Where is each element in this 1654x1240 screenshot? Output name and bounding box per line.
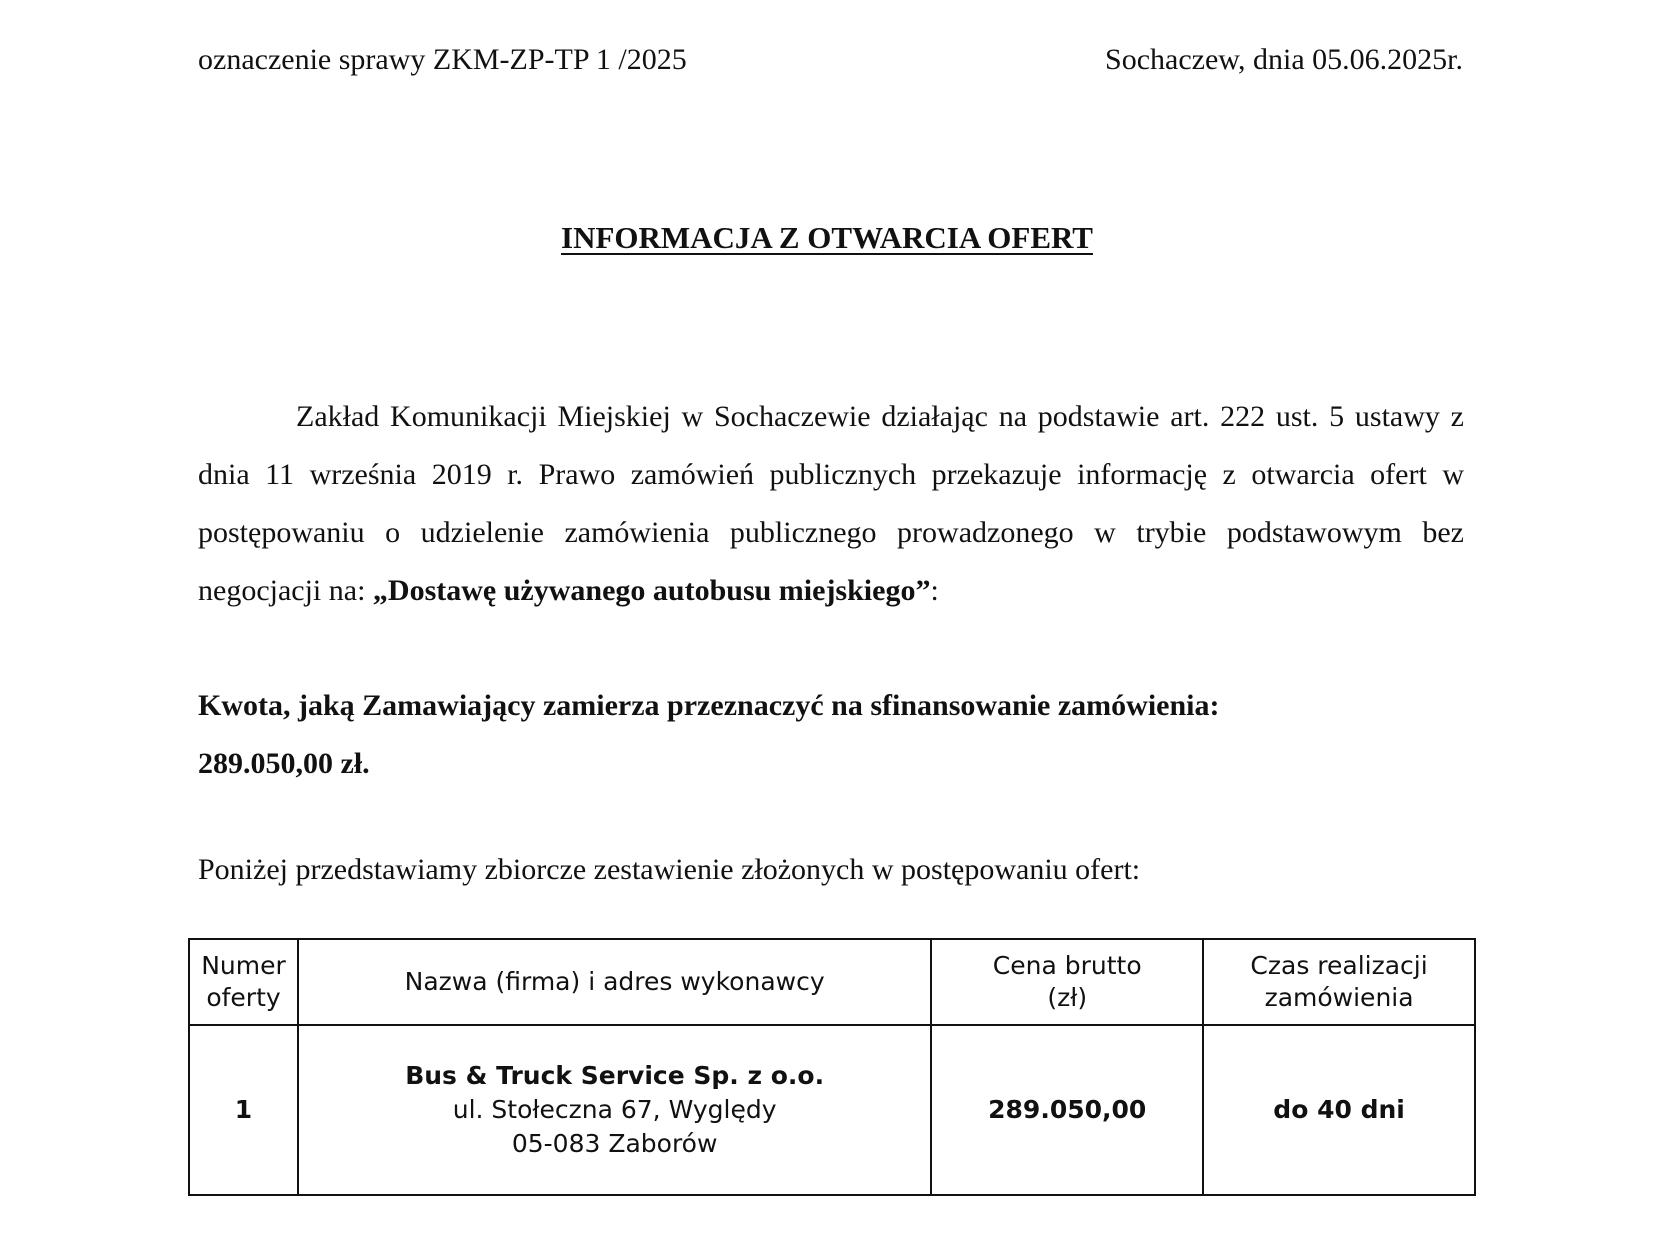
header-gross-price-line1: Cena brutto [992,951,1142,980]
contractor-cell [298,1025,931,1195]
gross-price-cell [931,1025,1203,1195]
offers-table [188,938,1476,1196]
place-and-date: Sochaczew, dnia 05.06.2025r. [1105,43,1463,76]
main-paragraph [198,388,1464,620]
gross-price: 289.050,00 [988,1095,1147,1124]
offer-number: 1 [234,1095,253,1124]
table-intro: Poniżej przedstawiamy zbiorcze zestawienie złożonych w postępowaniu ofert: [198,853,1141,886]
case-reference: oznaczenie sprawy ZKM-ZP-TP 1 /2025 [198,43,687,76]
header-contractor: Nazwa (firma) i adres wykonawcy [298,939,931,1025]
header-offer-number-line1: Numer [201,951,286,980]
header-offer-number [189,939,298,1025]
procurement-subject: „Dostawę używanego autobusu miejskiego” [372,574,931,607]
contractor-address-street: ul. Stołeczna 67, Wyględy [452,1095,777,1124]
contractor-name: Bus & Truck Service Sp. z o.o. [405,1061,825,1090]
paragraph-end: : [930,574,939,607]
table-row [189,1025,1475,1195]
budget-amount-value: 289.050,00 zł. [198,747,370,780]
header-offer-number-line2: oferty [206,983,281,1012]
budget-amount-label: Kwota, jaką Zamawiający zamierza przeznaczyć na sfinansowanie zamówienia: [198,689,1220,722]
budget-amount [198,677,1464,793]
delivery-time: do 40 dni [1273,1095,1405,1124]
header-delivery-time-line1: Czas realizacji [1250,951,1428,980]
header-gross-price [931,939,1203,1025]
document-title-text: INFORMACJA Z OTWARCIA OFERT [561,220,1093,255]
header-delivery-time-line2: zamówienia [1264,983,1414,1012]
header-gross-price-line2: (zł) [1047,983,1088,1012]
contractor-address-city: 05-083 Zaborów [511,1129,718,1158]
offer-number-cell [189,1025,298,1195]
document-title [0,218,1654,258]
delivery-time-cell [1203,1025,1475,1195]
header-delivery-time [1203,939,1475,1025]
paragraph-text: Zakład Komunikacji Miejskiej w Sochaczewie działając na podstawie art. 222 ust. 5 ustawy z dnia 11 września 2019 r. Prawo zamówień publicznych przekazuje informację z otwarcia ofert w postępowaniu o udzielenie zamówienia publicznego prowadzonego w trybie podstawowym bez negocjacji na: [198,400,1464,607]
table-header-row [189,939,1475,1025]
